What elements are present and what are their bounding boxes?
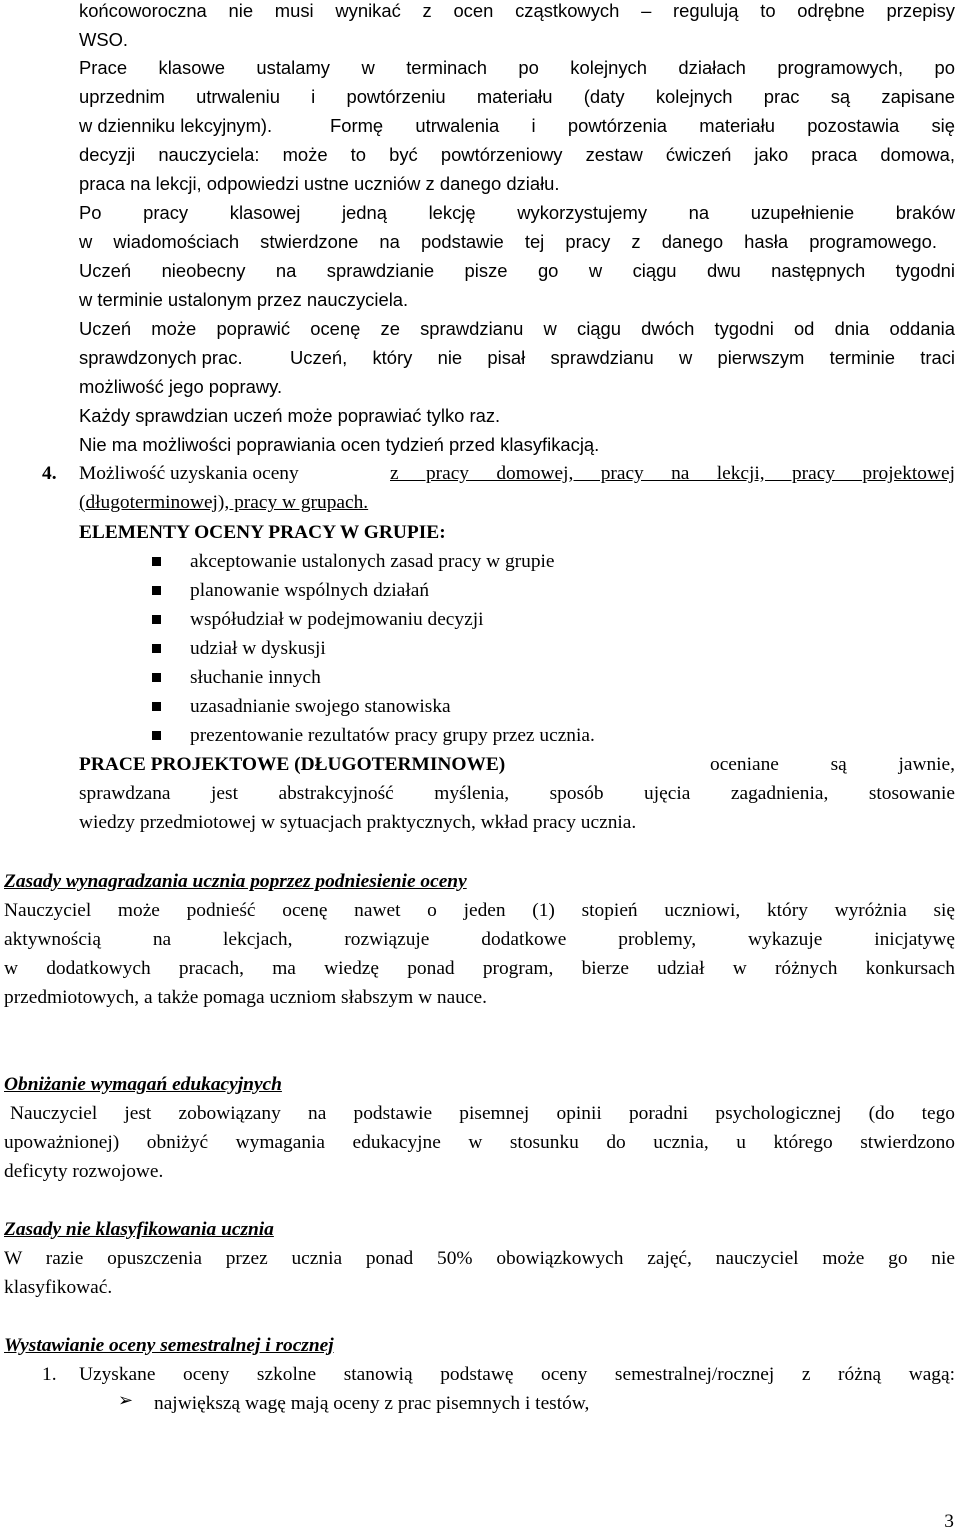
bullet-square-icon xyxy=(152,557,161,566)
text-line: w terminie ustalonym przez nauczyciela. xyxy=(79,289,409,310)
text-line: w dzienniku lekcyjnym). xyxy=(79,115,273,136)
text-line: WSO. xyxy=(79,29,129,50)
bullet-square-icon xyxy=(152,673,161,682)
bullet-square-icon xyxy=(152,702,161,711)
list-number: 1. xyxy=(42,1364,57,1385)
page-number: 3 xyxy=(944,1511,954,1532)
text-line: możliwość jego poprawy. xyxy=(79,376,283,397)
text-line: Uczeń może poprawić ocenę ze sprawdzianu w ciągu dwóch tygodni od dnia oddania xyxy=(79,318,955,339)
bullet-square-icon xyxy=(152,644,161,653)
text-line: praca na lekcji, odpowiedzi ustne uczniów z danego działu. xyxy=(79,173,560,194)
text-line: Formę utrwalenia i powtórzenia materiału pozostawia się xyxy=(330,115,955,136)
list-item: prezentowanie rezultatów pracy grupy przez ucznia. xyxy=(190,725,595,746)
bold-phrase: PRACE PROJEKTOWE (DŁUGOTERMINOWE) xyxy=(79,754,506,775)
text-line: w dodatkowych pracach, ma wiedzę ponad program, bierze udział w różnych konkursach xyxy=(4,958,955,979)
text-line-underlined: z pracy domowej, pracy na lekcji, pracy projektowej xyxy=(390,463,955,484)
text-line: decyzji nauczyciela: może to być powtórzeniowy zestaw ćwiczeń jako praca domowa, xyxy=(79,144,955,165)
list-item: największą wagę mają oceny z prac pisemnych i testów, xyxy=(154,1393,590,1414)
text-line: Nauczyciel może podnieść ocenę nawet o jeden (1) stopień uczniowi, który wyróżnia się xyxy=(4,900,955,921)
text-line: sprawdzana jest abstrakcyjność myślenia, sposób ujęcia zagadnienia, stosowanie xyxy=(79,783,955,804)
list-number: 4. xyxy=(42,463,57,484)
text-line: W razie opuszczenia przez ucznia ponad 50% obowiązkowych zajęć, nauczyciel może go nie xyxy=(4,1248,955,1269)
arrow-bullet-icon: ➢ xyxy=(118,1390,134,1411)
text-line: wiedzy przedmiotowej w sytuacjach praktycznych, wkład pracy ucznia. xyxy=(79,812,637,833)
list-item: akceptowanie ustalonych zasad pracy w grupie xyxy=(190,551,555,572)
list-item: uzasadnianie swojego stanowiska xyxy=(190,696,451,717)
text-line: Możliwość uzyskania oceny xyxy=(79,463,299,484)
text-line: Uzyskane oceny szkolne stanowią podstawę oceny semestralnej/rocznej z różną wagą: xyxy=(79,1364,955,1385)
bullet-square-icon xyxy=(152,615,161,624)
list-item: współudział w podejmowaniu decyzji xyxy=(190,609,484,630)
section-heading: Zasady wynagradzania ucznia poprzez podniesienie oceny xyxy=(4,871,467,892)
text-line: oceniane są jawnie, xyxy=(710,754,955,775)
text-line: deficyty rozwojowe. xyxy=(4,1161,164,1182)
section-heading: Wystawianie oceny semestralnej i rocznej xyxy=(4,1335,334,1356)
text-line: Po pracy klasowej jedną lekcję wykorzystujemy na uzupełnienie braków xyxy=(79,202,955,223)
section-heading: Zasady nie klasyfikowania ucznia xyxy=(4,1219,274,1240)
text-line: Prace klasowe ustalamy w terminach po kolejnych działach programowych, po xyxy=(79,57,955,78)
text-line: Nie ma możliwości poprawiania ocen tydzień przed klasyfikacją. xyxy=(79,434,600,455)
text-line: aktywnością na lekcjach, rozwiązuje dodatkowe problemy, wykazuje inicjatywę xyxy=(4,929,955,950)
text-line: końcoworoczna nie musi wynikać z ocen cząstkowych – regulują to odrębne przepisy xyxy=(79,0,955,21)
bullet-square-icon xyxy=(152,586,161,595)
text-line: upoważnionej) obniżyć wymagania edukacyjne w stosunku do ucznia, u którego stwierdzono xyxy=(4,1132,955,1153)
text-line: Uczeń nieobecny na sprawdzianie pisze go w ciągu dwu następnych tygodni xyxy=(79,260,955,281)
text-line-underlined: (długoterminowej), pracy w grupach. xyxy=(79,492,369,513)
text-line: Uczeń, który nie pisał sprawdzianu w pierwszym terminie traci xyxy=(290,347,955,368)
section-heading: Obniżanie wymagań edukacyjnych xyxy=(4,1074,282,1095)
text-line: uprzednim utrwaleniu i powtórzeniu materiału (daty kolejnych prac są zapisane xyxy=(79,86,955,107)
list-item: słuchanie innych xyxy=(190,667,321,688)
text-line: przedmiotowych, a także pomaga uczniom słabszym w nauce. xyxy=(4,987,487,1008)
list-item: udział w dyskusji xyxy=(190,638,326,659)
text-line: sprawdzonych prac. xyxy=(79,347,243,368)
text-line: Każdy sprawdzian uczeń może poprawiać tylko raz. xyxy=(79,405,501,426)
text-line: w wiadomościach stwierdzone na podstawie tej pracy z danego hasła programowego. xyxy=(79,231,937,252)
bullet-square-icon xyxy=(152,731,161,740)
text-line: Nauczyciel jest zobowiązany na podstawie pisemnej opinii poradni psychologicznej (do tego xyxy=(10,1103,955,1124)
text-line: klasyfikować. xyxy=(4,1277,113,1298)
section-heading: ELEMENTY OCENY PRACY W GRUPIE: xyxy=(79,522,446,543)
list-item: planowanie wspólnych działań xyxy=(190,580,430,601)
